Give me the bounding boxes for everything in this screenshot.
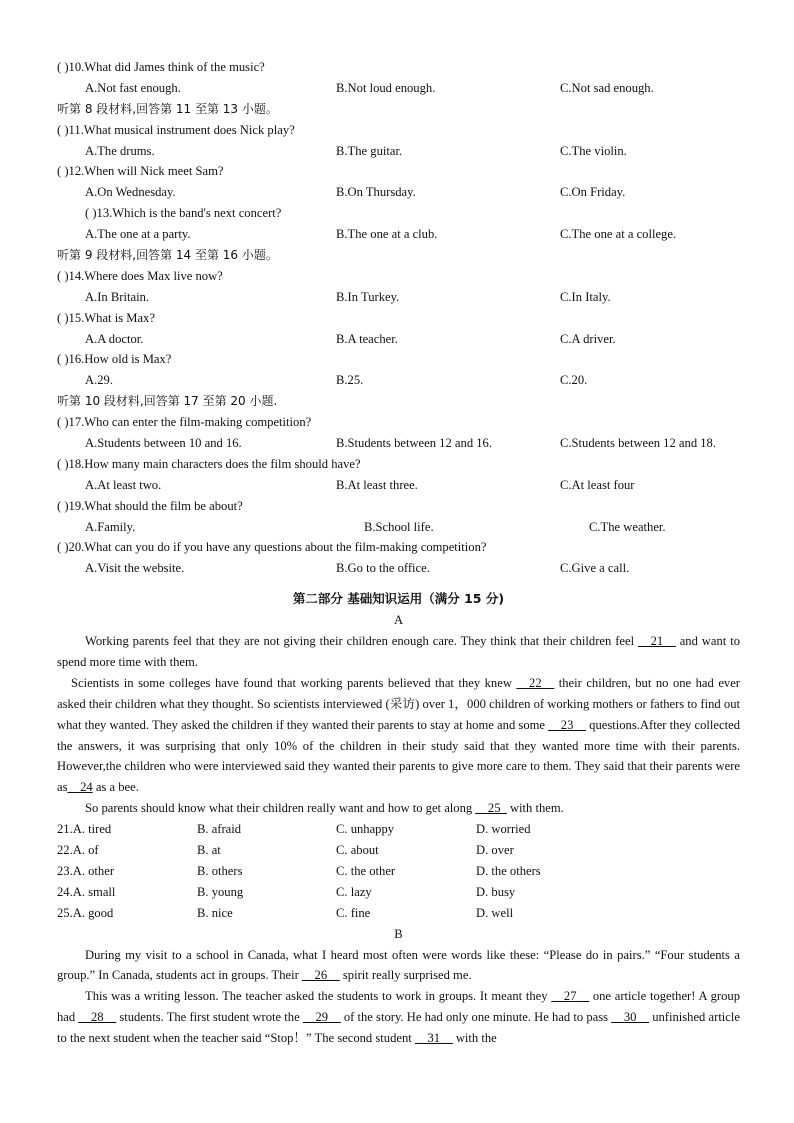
option-c: C.On Friday. [560,185,626,200]
choice-c: C. the other [336,863,396,878]
passage-a-paragraph-2 [57,673,740,798]
choice-c: C. fine [336,905,371,920]
section-b-label: B [394,926,403,941]
option-a: A.29. [85,373,113,388]
choice-d: D. well [476,905,514,920]
paragraph-text: So parents should know what their children really want and how to get along [85,801,476,816]
option-a: A.The drums. [85,143,155,158]
choice-d: D. over [476,843,514,858]
question-18: ( )18.How many main characters does the film should have? [57,456,361,471]
option-c: C.Students between 12 and 18. [560,436,717,451]
choice-b: B. young [197,884,244,899]
option-c: C.A driver. [560,331,616,346]
blank-26: __26__ [301,968,340,983]
question-20-options [57,558,740,579]
blank-24: __24 [67,780,93,795]
question-19-options [57,517,740,538]
option-c: C.In Italy. [560,289,611,304]
choice-row-21 [57,819,740,840]
option-b: B.Not loud enough. [336,80,436,95]
question-17: ( )17.Who can enter the film-making competition? [57,415,312,430]
question-13-options [57,224,740,245]
paragraph-text: their children, but no one had ever asked their children what they thought. So scientists interviewed (采访) over 1，000 children of working mothers or fathers to find out what they wanted. They asked the children if they wanted their parents to stay at home and some [57,675,740,732]
choice-d: D. the others [476,863,541,878]
choice-c: C. about [336,843,379,858]
section-heading-10: 听第 10 段材料,回答第 17 至第 20 小题. [57,394,278,409]
paragraph-text: This was a writing lesson. The teacher asked the students to work in groups. It meant they [85,989,552,1004]
option-b: B.A teacher. [336,331,398,346]
option-b: B.Go to the office. [336,561,430,576]
choice-row-25 [57,903,740,924]
question-10 [57,57,740,78]
paragraph-text: with the [452,1031,497,1046]
paragraph-text: spirit really surprised me. [339,968,472,983]
question-13: ( )13.Which is the band's next concert? [85,206,282,221]
question-16: ( )16.How old is Max? [57,352,172,367]
option-b: B.Students between 12 and 16. [336,436,493,451]
paragraph-text: and want to spend more time with them. [57,634,741,669]
paragraph-text: questions.After they collected the answers, it was surprising that only 10% of the children in their study said that they wanted more time with their parents. However,the children who were interviewed said they wanted their parents to give more care to them. They said that their parents were as [57,717,740,795]
choice-d: D. busy [476,884,516,899]
option-a: A.Students between 10 and 16. [85,436,242,451]
choice-a: 25.A. good [57,905,114,920]
paragraph-text: one article together! A group had [57,989,740,1025]
option-c: C.The weather. [589,519,666,534]
option-b: B.On Thursday. [336,185,416,200]
section-heading-9: 听第 9 段材料,回答第 14 至第 16 小题。 [57,248,278,263]
choice-b: B. others [197,863,243,878]
section-a-label: A [393,613,404,628]
passage-b-paragraph-1 [57,945,740,987]
choice-b: B. at [197,843,221,858]
question-14: ( )14.Where does Max live now? [57,268,223,283]
blank-23: __23__ [548,717,586,732]
choice-row-24 [57,882,740,903]
option-a: A.A doctor. [85,331,144,346]
blank-27: __27__ [551,989,590,1004]
choice-a: 21.A. tired [57,822,112,837]
question-14-options [57,287,740,308]
option-b: B.The guitar. [336,143,403,158]
section-heading-8: 听第 8 段材料,回答第 11 至第 13 小题。 [57,101,278,116]
option-c: C.20. [560,373,588,388]
option-c: C.The violin. [560,143,627,158]
question-19: ( )19.What should the film be about? [57,498,243,513]
choice-a: 23.A. other [57,863,115,878]
option-a: A.In Britain. [85,289,150,304]
passage-b-paragraph-2 [57,986,740,1049]
paragraph-text: of the story. He had only one minute. He had to pass [340,1010,612,1025]
question-stem: ( )10.What did James think of the music? [57,60,265,74]
option-a: A.The one at a party. [85,227,191,242]
option-b: B.School life. [364,519,434,534]
option-c: C.Give a call. [560,561,630,576]
blank-28: __28__ [78,1010,117,1025]
option-c: C.The one at a college. [560,227,677,242]
question-12-options [57,182,740,203]
option-a: A.Visit the website. [85,561,185,576]
question-10-options [57,78,740,99]
paragraph-text: with them. [506,801,564,816]
option-a: A.Not fast enough. [85,80,181,95]
option-b: B.At least three. [336,477,418,492]
choice-c: C. unhappy [336,822,395,837]
option-c: C.Not sad enough. [560,80,654,95]
choice-a: 22.A. of [57,843,99,858]
question-17-options [57,433,740,454]
exam-page [57,57,740,1049]
part-two-title: 第二部分 基础知识运用（满分 15 分) [292,591,505,607]
blank-21: __21__ [638,634,676,649]
choice-a: 24.A. small [57,884,116,899]
option-b: B.25. [336,373,364,388]
choice-b: B. nice [197,905,233,920]
option-a: A.At least two. [85,477,162,492]
option-b: B.In Turkey. [336,289,400,304]
paragraph-text: as a bee. [92,780,139,795]
choice-d: D. worried [476,822,531,837]
paragraph-text: unfinished article to the next student when the teacher said “Stop！” The second student [57,1010,740,1046]
paragraph-text: Scientists in some colleges have found that working parents believed that they knew [71,675,517,690]
option-a: A.Family. [85,519,136,534]
option-c: C.At least four [560,477,635,492]
choice-b: B. afraid [197,822,242,837]
blank-25: __25_ [475,801,507,816]
option-b: B.The one at a club. [336,227,438,242]
question-18-options [57,475,740,496]
choice-row-22 [57,840,740,861]
blank-29: __29__ [302,1010,341,1025]
question-15-options [57,329,740,350]
passage-a-paragraph-3 [57,798,740,819]
blank-30: __30__ [611,1010,650,1025]
choice-row-23 [57,861,740,882]
paragraph-text: students. The first student wrote the [116,1010,303,1025]
passage-a-paragraph-1 [57,631,740,673]
choice-c: C. lazy [336,884,372,899]
question-11-options [57,141,740,162]
blank-31: __31__ [414,1031,453,1046]
question-11: ( )11.What musical instrument does Nick play? [57,122,295,137]
blank-22: __22__ [516,675,555,690]
question-20: ( )20.What can you do if you have any questions about the film-making competition? [57,540,487,555]
question-16-options [57,370,740,391]
question-12: ( )12.When will Nick meet Sam? [57,164,224,179]
paragraph-text: During my visit to a school in Canada, what I heard most often were words like these: “Please do in pairs.” “Four students a group.” In Canada, students act in groups. Their [57,947,740,983]
paragraph-text: Working parents feel that they are not giving their children enough care. They think that their children feel [85,634,638,649]
question-15: ( )15.What is Max? [57,310,155,325]
option-a: A.On Wednesday. [85,185,176,200]
